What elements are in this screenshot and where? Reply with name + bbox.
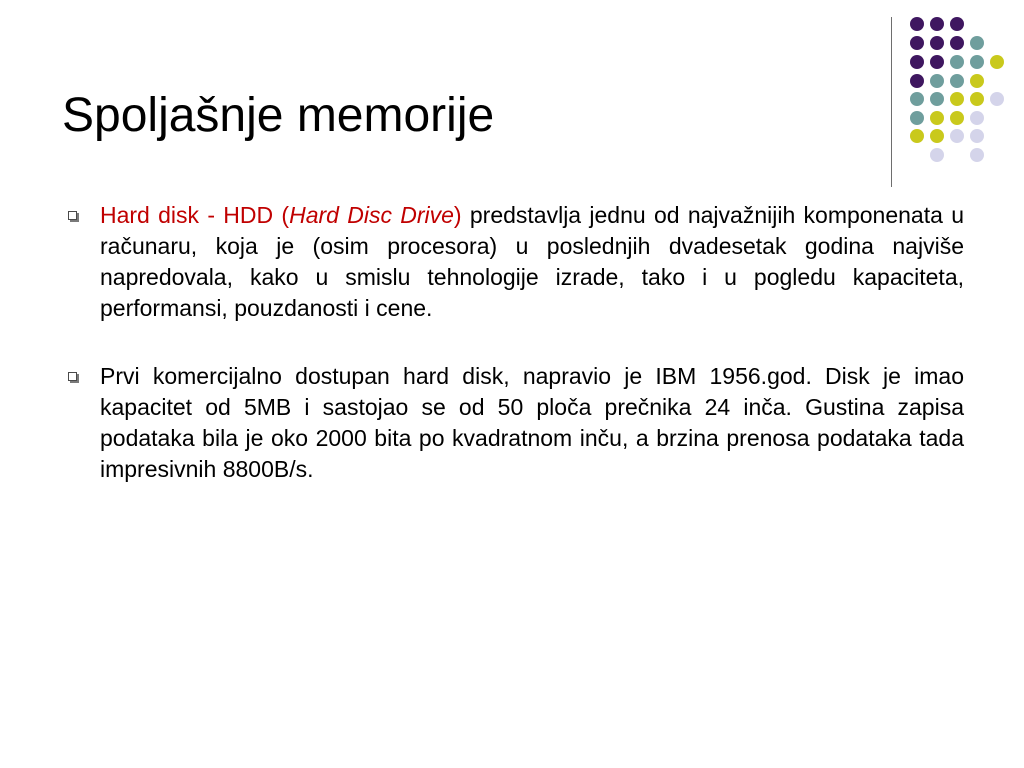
decorative-dot [930, 129, 944, 143]
decorative-dot [910, 111, 924, 125]
decorative-dot [990, 55, 1004, 69]
highlight-suffix: ) [453, 202, 462, 228]
highlight-italic: Hard Disc Drive [289, 202, 454, 228]
bullet-item-ibm [66, 361, 964, 485]
decorative-dot [950, 129, 964, 143]
decorative-dot [970, 92, 984, 106]
square-bullet-icon [68, 372, 77, 381]
decorative-dot [970, 148, 984, 162]
decorative-dot [930, 36, 944, 50]
decorative-dot [930, 92, 944, 106]
decorative-dot [930, 17, 944, 31]
bullet-list [66, 200, 964, 522]
decorative-dot [950, 17, 964, 31]
highlight-term [100, 202, 462, 228]
decorative-dot [930, 74, 944, 88]
decorative-dot [950, 36, 964, 50]
decorative-dot [930, 111, 944, 125]
decorative-dot [910, 129, 924, 143]
highlight-prefix: Hard disk - HDD ( [100, 202, 290, 228]
bullet-text: Prvi komercijalno dostupan hard disk, napravio je IBM 1956.god. Disk je imao kapacitet od 5MB i sastojao se od 50 ploča prečnika 24 inča. Gustina zapisa podataka bila je oko 2000 bita po kvadratnom inču, a brzina prenosa podataka tada impresivnih 8800B/s. [100, 363, 964, 482]
decorative-dot [930, 55, 944, 69]
decorative-dot [950, 74, 964, 88]
decorative-dot [970, 111, 984, 125]
bullet-item-hdd [66, 200, 964, 324]
square-bullet-icon [68, 211, 77, 220]
bullet-text [100, 200, 964, 324]
decorative-dot [970, 36, 984, 50]
bullet-body: predstavlja jednu od najvažnijih komponenata u računaru, koja je (osim procesora) u poslednjih dvadesetak godina najviše napredovala, kako u smislu tehnologije izrade, tako i u pogledu kapaciteta, performansi, pouzdanosti i cene. [100, 202, 964, 321]
decorative-dot [950, 55, 964, 69]
decorative-dot [950, 111, 964, 125]
decorative-dot [910, 74, 924, 88]
decorative-dot [950, 92, 964, 106]
decorative-dot [970, 129, 984, 143]
decorative-dot [910, 92, 924, 106]
decorative-dot [930, 148, 944, 162]
decorative-dot [970, 55, 984, 69]
title-divider-line [891, 17, 892, 187]
decorative-dot [910, 55, 924, 69]
decorative-dot [990, 92, 1004, 106]
decorative-dot [910, 36, 924, 50]
slide-title: Spoljašnje memorije [62, 89, 495, 142]
decorative-dot [910, 17, 924, 31]
decorative-dot [970, 74, 984, 88]
